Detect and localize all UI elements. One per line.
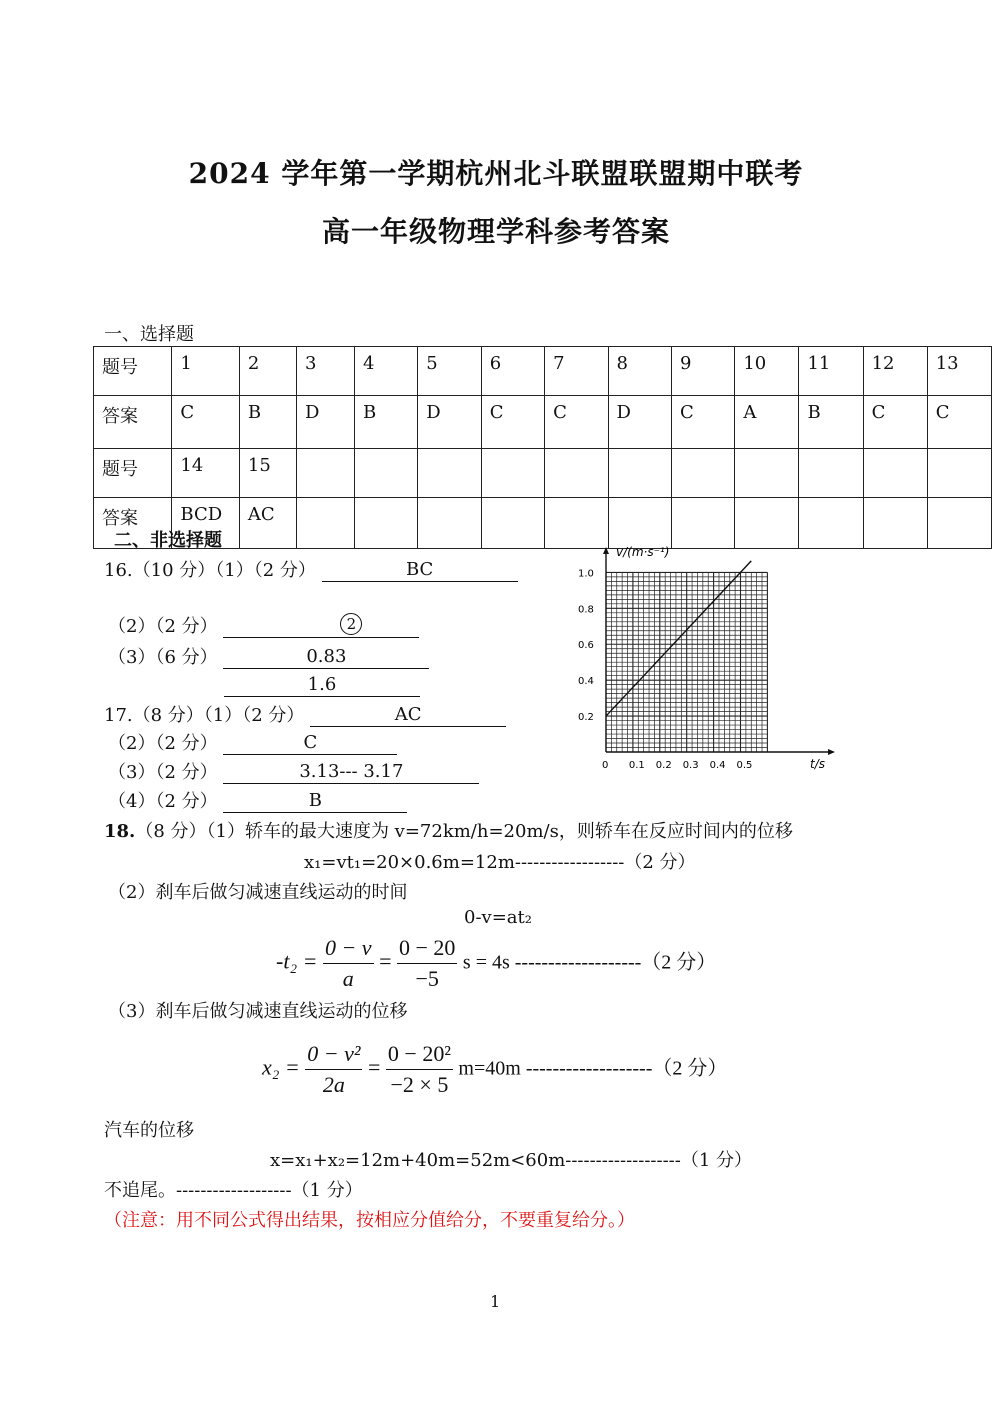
answer-table-cell: 7 [545,347,608,396]
q18-part1 [104,817,793,843]
answer-table-row-label: 答案 [94,498,172,549]
answer-table-cell: A [735,396,799,449]
circled-number: 2 [340,613,362,635]
q18-eq5: x=x₁+x₂=12m+40m=52m<60m-------------------（1 分） [270,1150,753,1171]
y-axis-arrow [603,547,609,554]
q17-part1 [104,701,506,727]
x-axis-arrow [828,749,835,755]
answer-table-cell: 4 [354,347,417,396]
q16-part1-label: 16.（10 分）（1）（2 分） [104,560,316,581]
x-tick-label: 0 [602,760,609,771]
eq4-fraction-1: $\frac{\text{0 − v²}}{2a}$ [307,1041,361,1097]
q18-eq3: -t₂ = $\frac{0 - v}{a}$ = $\frac{0 - 20}{-5}$ s = 4s -------------------（2 分） [276,933,716,994]
q17-part4 [108,787,407,813]
answer-table-cell [927,449,991,498]
y-axis-label: v/(m·s⁻¹) [616,545,670,559]
q17-part3 [108,758,479,784]
answer-key-title: 高一年级物理学科参考答案 [321,215,670,248]
answer-table-cell: C [671,396,734,449]
answer-table-cell: C [863,396,927,449]
answer-table-row [94,449,992,498]
x-tick-label: 0.2 [655,760,672,771]
page-number: 1 [490,1292,501,1311]
q17-part3-answer: 3.13--- 3.17 [223,761,479,784]
eq3-prefix: -t₂ = [276,948,318,974]
q16-part3-answer-a: 0.83 [223,646,429,669]
q18-number: 18. [104,821,136,842]
answer-table-row-label: 题号 [94,347,172,396]
answer-table-row [94,498,992,549]
q18-part1-text: （8 分）（1）轿车的最大速度为 v=72km/h=20m/s，则轿车在反应时间内的位移 [135,821,793,842]
q16-part3-answer-b: 1.6 [224,674,420,697]
answer-table-cell [671,449,734,498]
velocity-time-graph [570,540,840,775]
y-tick-label: 1.0 [578,568,594,580]
section2-heading: 二、非选择题 [114,530,222,551]
answer-table-cell [297,449,355,498]
answer-table-row [94,396,992,449]
answer-table-row [94,347,992,396]
q16-part2-label: （2）（2 分） [108,616,218,637]
x-tick-label: 0.3 [682,760,699,771]
q17-part2 [108,729,397,755]
answer-table-cell: 3 [297,347,355,396]
q16-part1 [104,556,518,582]
q17-part4-answer: B [223,790,407,813]
eq3-fraction-1: $\frac{0 - v}{a}$ [324,935,372,991]
q18-conclusion: 不追尾。-------------------（1 分） [104,1180,363,1201]
answer-table-cell: B [239,396,296,449]
answer-table-cell [863,498,927,549]
eq3-fraction-2: $\frac{0 - 20}{-5}$ [398,935,456,991]
answer-table-cell [608,449,671,498]
answer-table-cell: AC [239,498,296,549]
answer-table-cell [545,449,608,498]
answer-table-cell: 2 [239,347,296,396]
answer-table-cell: 5 [418,347,481,396]
answer-table-cell: 13 [927,347,991,396]
answer-table-cell [418,498,481,549]
y-tick-label: 0.6 [578,640,594,652]
q17-part2-answer: C [223,732,397,755]
answer-table-cell [297,498,355,549]
y-tick-label: 0.4 [578,676,594,688]
exam-title: 2024 学年第一学期杭州北斗联盟联盟期中联考 [188,157,804,190]
answer-table-cell [799,449,863,498]
q18-part3-text: （3）刹车后做匀减速直线运动的位移 [108,1001,408,1022]
eq3-tail: s = 4s -------------------（2 分） [462,951,717,974]
x-axis-label: t/s [810,757,825,771]
eq4-fraction-2: $\frac{\text{0 − 20²}}{-2 \times 5}$ [387,1041,451,1097]
answer-table-cell [354,449,417,498]
q17-part2-label: （2）（2 分） [108,733,218,754]
y-tick-label: 0.2 [578,712,594,724]
answer-table-cell: 12 [863,347,927,396]
answer-table-cell: 10 [735,347,799,396]
answer-table-cell: C [172,396,240,449]
answer-table-cell: C [545,396,608,449]
q16-part2-answer [223,613,419,638]
answer-table-cell: 15 [239,449,296,498]
section1-heading: 一、选择题 [104,324,194,345]
q17-part4-label: （4）（2 分） [108,791,218,812]
answer-table-cell: B [354,396,417,449]
q18-eq2: 0-v=at₂ [464,907,532,928]
answer-table-cell [735,449,799,498]
answer-table-cell: 6 [481,347,544,396]
answer-table [93,346,992,549]
answer-table-cell: 14 [172,449,240,498]
q16-part3-line2 [224,674,420,697]
answer-table-cell: D [297,396,355,449]
answer-table-row-label: 题号 [94,449,172,498]
grading-note: （注意：用不同公式得出结果，按相应分值给分，不要重复给分。） [104,1210,635,1231]
answer-table-cell [354,498,417,549]
q18-eq1: x₁=vt₁=20×0.6m=12m------------------（2 分） [304,852,696,873]
answer-table-cell [863,449,927,498]
q16-part3 [108,643,429,669]
q16-part3-label: （3）（6 分） [108,647,218,668]
q17-part3-label: （3）（2 分） [108,762,218,783]
eq4-tail: m=40m -------------------（2 分） [458,1057,728,1080]
answer-table-cell: 1 [172,347,240,396]
answer-table-cell: BCD [172,498,240,549]
answer-table-cell: D [608,396,671,449]
car-displacement-text: 汽车的位移 [104,1120,194,1141]
q16-part1-answer: BC [322,559,518,582]
answer-table-cell: D [418,396,481,449]
y-tick-label: 0.8 [578,604,594,616]
answer-table-row-label: 答案 [94,396,172,449]
q17-part1-answer: AC [310,704,506,727]
answer-table-cell: 9 [671,347,734,396]
answer-table-cell: 11 [799,347,863,396]
q18-eq4: x₂ = $\frac{\text{0 − v²}}{2a}$ = $\frac{\text{0 − 20²}}{-2 \times 5}$ m=40m -------------------（2 分） [262,1039,727,1100]
answer-table-cell: C [927,396,991,449]
answer-table-cell [418,449,481,498]
q18-part2-text: （2）刹车后做匀减速直线运动的时间 [108,882,408,903]
x-tick-label: 0.4 [709,760,726,771]
q17-part1-label: 17.（8 分）（1）（2 分） [104,705,305,726]
q16-part2 [108,612,419,638]
x-tick-label: 0.5 [736,760,753,771]
x-tick-label: 0.1 [628,760,645,771]
eq4-prefix: x₂ = [262,1054,300,1080]
answer-table-cell: B [799,396,863,449]
answer-table-cell [481,498,544,549]
answer-table-cell: 8 [608,347,671,396]
answer-table-cell: C [481,396,544,449]
answer-table-cell [481,449,544,498]
answer-table-cell [927,498,991,549]
